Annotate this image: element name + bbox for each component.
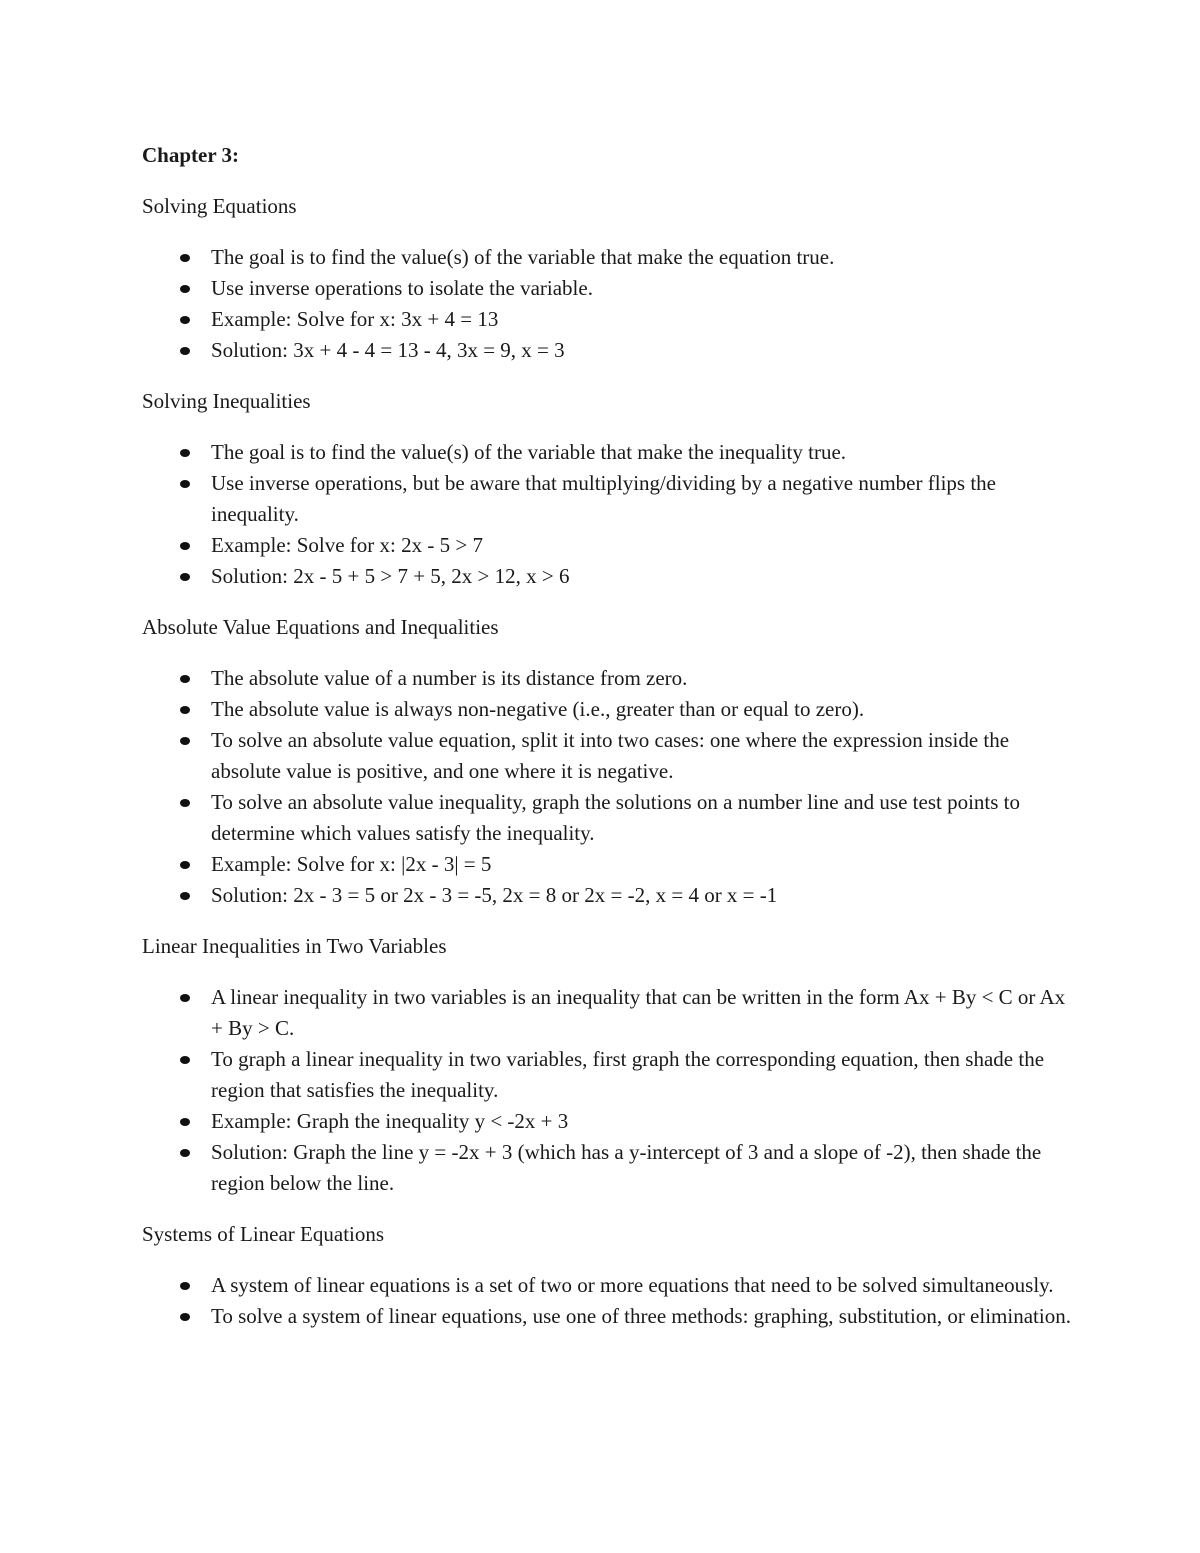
list-item-text: To solve a system of linear equations, use one of three methods: graphing, substitution, or elimination.: [211, 1304, 1071, 1328]
list-item-text: Solution: Graph the line y = -2x + 3 (which has a y-intercept of 3 and a slope of -2), then shade the region below the line.: [211, 1140, 1042, 1195]
section-heading-systems: Systems of Linear Equations: [142, 1222, 385, 1246]
list-item: [142, 694, 1082, 725]
bullet-list-absolute-value: [142, 663, 1082, 911]
list-item-text: To graph a linear inequality in two variables, first graph the corresponding equation, then shade the region that satisfies the inequality.: [211, 1047, 1045, 1102]
bullet-icon: [180, 254, 190, 262]
list-item-text: Solution: 3x + 4 - 4 = 13 - 4, 3x = 9, x = 3: [211, 338, 565, 362]
list-item: [142, 1106, 1082, 1137]
section-heading-absolute-value: Absolute Value Equations and Inequalities: [142, 615, 499, 639]
bullet-icon: [180, 706, 190, 714]
list-item-text: To solve an absolute value inequality, graph the solutions on a number line and use test points to determine which values satisfy the inequality.: [211, 790, 1021, 845]
list-item-text: Example: Solve for x: 2x - 5 > 7: [211, 533, 483, 557]
list-item: [142, 335, 1082, 366]
bullet-icon: [180, 994, 190, 1002]
bullet-icon: [180, 1118, 190, 1126]
list-item: [142, 273, 1082, 304]
list-item: [142, 880, 1082, 911]
bullet-list-linear-inequalities: [142, 982, 1082, 1199]
section-heading-linear-inequalities: Linear Inequalities in Two Variables: [142, 934, 447, 958]
list-item-text: To solve an absolute value equation, split it into two cases: one where the expression inside the absolute value is positive, and one where it is negative.: [211, 728, 1010, 783]
bullet-icon: [180, 1149, 190, 1157]
list-item-text: Use inverse operations, but be aware that multiplying/dividing by a negative number flips the inequality.: [211, 471, 996, 526]
bullet-list-systems: [142, 1270, 1082, 1332]
bullet-list-solving-equations: [142, 242, 1082, 366]
list-item-text: Example: Solve for x: |2x - 3| = 5: [211, 852, 492, 876]
list-item-text: The absolute value is always non-negative (i.e., greater than or equal to zero).: [211, 697, 865, 721]
list-item-text: Solution: 2x - 5 + 5 > 7 + 5, 2x > 12, x > 6: [211, 564, 570, 588]
list-item-text: The goal is to find the value(s) of the variable that make the equation true.: [211, 245, 835, 269]
section-heading-solving-inequalities: Solving Inequalities: [142, 389, 311, 413]
list-item: [142, 725, 1082, 787]
bullet-icon: [180, 316, 190, 324]
list-item: [142, 787, 1082, 849]
list-item-text: Example: Solve for x: 3x + 4 = 13: [211, 307, 499, 331]
list-item-text: The goal is to find the value(s) of the variable that make the inequality true.: [211, 440, 847, 464]
bullet-icon: [180, 737, 190, 745]
list-item: [142, 530, 1082, 561]
list-item: [142, 468, 1082, 530]
bullet-list-solving-inequalities: [142, 437, 1082, 592]
bullet-icon: [180, 1313, 190, 1321]
bullet-icon: [180, 347, 190, 355]
bullet-icon: [180, 1282, 190, 1290]
bullet-icon: [180, 285, 190, 293]
bullet-icon: [180, 573, 190, 581]
bullet-icon: [180, 799, 190, 807]
section-heading-solving-equations: Solving Equations: [142, 194, 297, 218]
list-item: [142, 561, 1082, 592]
bullet-icon: [180, 480, 190, 488]
bullet-icon: [180, 861, 190, 869]
list-item-text: The absolute value of a number is its distance from zero.: [211, 666, 688, 690]
list-item: [142, 304, 1082, 335]
list-item: [142, 1044, 1082, 1106]
list-item-text: Example: Graph the inequality y < -2x + 3: [211, 1109, 569, 1133]
bullet-icon: [180, 675, 190, 683]
list-item: [142, 663, 1082, 694]
bullet-icon: [180, 542, 190, 550]
bullet-icon: [180, 449, 190, 457]
list-item: [142, 1270, 1082, 1301]
bullet-icon: [180, 892, 190, 900]
list-item: [142, 849, 1082, 880]
list-item: [142, 982, 1082, 1044]
chapter-title: Chapter 3:: [142, 143, 240, 167]
list-item-text: A linear inequality in two variables is an inequality that can be written in the form Ax + By < C or Ax + By > C.: [211, 985, 1066, 1040]
list-item-text: Use inverse operations to isolate the variable.: [211, 276, 593, 300]
list-item: [142, 437, 1082, 468]
list-item-text: A system of linear equations is a set of two or more equations that need to be solved simultaneously.: [211, 1273, 1054, 1297]
list-item: [142, 1301, 1082, 1332]
list-item-text: Solution: 2x - 3 = 5 or 2x - 3 = -5, 2x = 8 or 2x = -2, x = 4 or x = -1: [211, 883, 778, 907]
bullet-icon: [180, 1056, 190, 1064]
list-item: [142, 242, 1082, 273]
list-item: [142, 1137, 1082, 1199]
document-page: [142, 140, 1082, 1352]
